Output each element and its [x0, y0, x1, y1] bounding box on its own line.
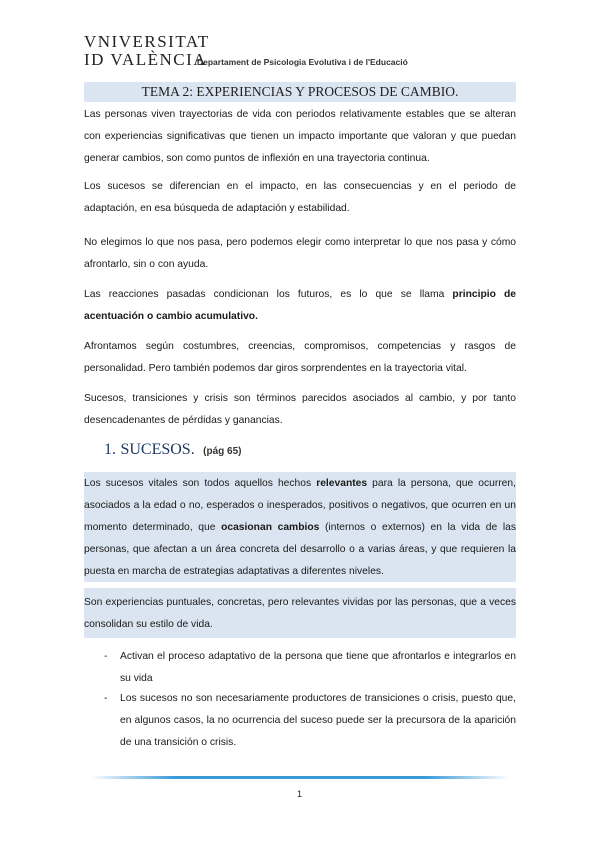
paragraph-5: Afrontamos según costumbres, creencias, compromisos, competencias y rasgos de personalidad. Pero también podemos dar giros sorprendentes en la trayectoria vital.: [84, 341, 516, 374]
department-name: Departament de Psicologia Evolutiva i de l'Educació: [197, 57, 408, 67]
highlighted-definition: [84, 473, 516, 583]
paragraph-4-text: Las reacciones pasadas condicionan los futuros, es lo que se llama: [84, 289, 453, 300]
definition-relevantes: relevantes: [316, 478, 368, 489]
section-name: SUCESOS.: [120, 441, 195, 458]
paragraph-2: Los sucesos se diferencian en el impacto, en las consecuencias y en el periodo de adaptación, en esa búsqueda de adaptación y estabilidad.: [84, 181, 516, 214]
bullet-dash: -: [104, 693, 108, 704]
university-logo: [84, 30, 210, 72]
definition-text-2: para la persona, que ocurren, asociados a la edad o no, esperados o inesperados, positivos o negativos, que ocurren en un momento determinado, que: [84, 478, 516, 533]
page-header: [84, 30, 524, 76]
title-bar: [84, 82, 516, 102]
document-title: TEMA 2: EXPERIENCIAS Y PROCESOS DE CAMBIO.: [141, 84, 459, 99]
bullet-text: Activan el proceso adaptativo de la persona que tiene que afrontarlos e integrarlos en su vida: [120, 651, 516, 684]
definition-text-1: Los sucesos vitales son todos aquellos hechos: [84, 478, 317, 489]
footer-divider: [90, 776, 510, 779]
page-number: 1: [296, 789, 302, 799]
bullet-text: Los sucesos no son necesariamente productores de transiciones o crisis, puesto que, en algunos casos, la no ocurrencia del suceso puede ser la precursora de la aparición de una transición o crisis.: [120, 693, 516, 748]
paragraph-3: No elegimos lo que nos pasa, pero podemos elegir como interpretar lo que nos pasa y cómo afrontarlo, sin o con ayuda.: [84, 237, 516, 270]
section-page-ref: (pág 65): [203, 446, 242, 457]
bullet-dash: -: [104, 651, 108, 662]
paragraph-4: [84, 284, 516, 328]
section-number: 1.: [104, 441, 116, 458]
definition-cambios: ocasionan cambios: [221, 522, 320, 533]
section-heading: [104, 441, 242, 459]
logo-line-1: VNIVERSITAT: [84, 32, 210, 51]
highlighted-paragraph-2: Son experiencias puntuales, concretas, pero relevantes vividas por las personas, que a veces consolidan su estilo de vida.: [84, 597, 516, 630]
principle-term: principio de acentuación o cambio acumulativo.: [84, 289, 516, 322]
paragraph-6: Sucesos, transiciones y crisis son términos parecidos asociados al cambio, y por tanto desencadenantes de pérdidas y ganancias.: [84, 393, 516, 426]
definition-text-3: (internos o externos) en la vida de las personas, que afectan a un área concreta del desarrollo o a varias áreas, y que requieren la puesta en marcha de estrategias adaptativas a diferentes niveles.: [84, 522, 516, 577]
paragraph-1: Las personas viven trayectorias de vida con periodos relativamente estables que se alteran con experiencias significativas que tienen un impacto importante que valoran y que puedan generar cambios, son como puntos de inflexión en una trayectoria continua.: [84, 109, 516, 164]
logo-line-2: ID VALÈNCIA: [84, 50, 208, 69]
